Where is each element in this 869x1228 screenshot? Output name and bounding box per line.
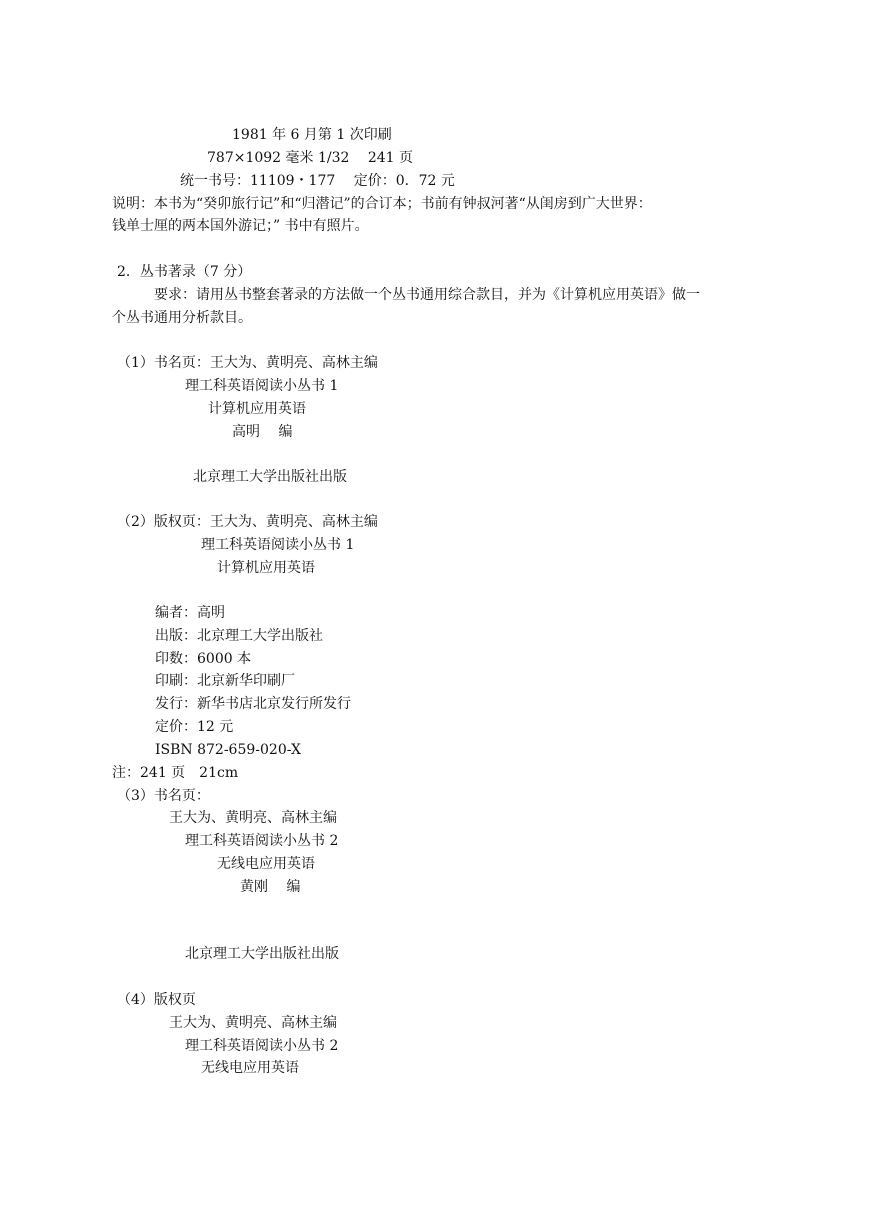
section-heading: 2．丛书著录（7 分） xyxy=(117,264,252,280)
item2-field: 印数：6000 本 xyxy=(155,651,252,667)
item3-publisher: 北京理工大学出版社出版 xyxy=(185,946,339,962)
item2-series: 理工科英语阅读小丛书 1 xyxy=(201,537,355,553)
note-line-1: 说明：本书为“癸卯旅行记”和“归潜记”的合订本；书前有钟叔河著“从闺房到广大世界： xyxy=(112,196,652,212)
print-date-line: 1981 年 6 月第 1 次印刷 xyxy=(232,127,392,143)
item1-publisher: 北京理工大学出版社出版 xyxy=(193,469,347,485)
item1-editor: 高明 编 xyxy=(232,424,293,440)
book-number-line: 统一书号：11109・177 定价：0．72 元 xyxy=(180,173,455,189)
item1-heading: （1）书名页：王大为、黄明亮、高林主编 xyxy=(117,355,378,371)
item4-editors: 王大为、黄明亮、高林主编 xyxy=(169,1015,337,1031)
note-line-2: 钱单士厘的两本国外游记；” 书中有照片。 xyxy=(112,218,369,234)
item2-field: 定价：12 元 xyxy=(155,719,234,735)
item1-series: 理工科英语阅读小丛书 1 xyxy=(185,378,339,394)
item2-title: 计算机应用英语 xyxy=(217,560,315,576)
item3-title: 无线电应用英语 xyxy=(217,856,315,872)
item3-heading: （3）书名页： xyxy=(117,788,210,804)
item3-editors: 王大为、黄明亮、高林主编 xyxy=(169,810,337,826)
requirement-line-2: 个丛书通用分析款目。 xyxy=(112,310,252,326)
item2-field: 发行：新华书店北京发行所发行 xyxy=(155,696,351,712)
requirement-line-1: 要求：请用丛书整套著录的方法做一个丛书通用综合款目，并为《计算机应用英语》做一 xyxy=(154,287,700,303)
item3-editor: 黄刚 编 xyxy=(240,879,301,895)
item2-field: 出版：北京理工大学出版社 xyxy=(155,628,323,644)
item3-series: 理工科英语阅读小丛书 2 xyxy=(185,833,339,849)
item4-series: 理工科英语阅读小丛书 2 xyxy=(185,1038,339,1054)
item4-title: 无线电应用英语 xyxy=(201,1060,299,1076)
item2-field: 印刷：北京新华印刷厂 xyxy=(155,673,295,689)
item2-note: 注：241 页 21cm xyxy=(112,765,239,781)
item1-title: 计算机应用英语 xyxy=(208,401,306,417)
item4-heading: （4）版权页 xyxy=(117,992,196,1008)
item2-field: 编者：高明 xyxy=(155,605,225,621)
item2-heading: （2）版权页：王大为、黄明亮、高林主编 xyxy=(117,514,378,530)
format-line: 787×1092 毫米 1/32 241 页 xyxy=(207,150,414,166)
item2-field: ISBN 872-659-020-X xyxy=(155,742,301,758)
